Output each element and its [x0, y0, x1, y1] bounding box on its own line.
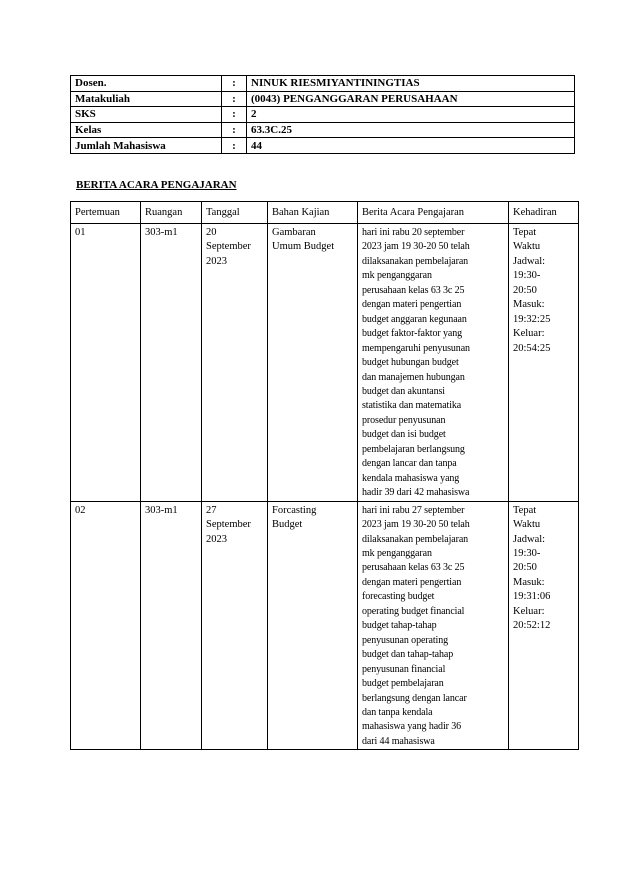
- kehadiran-line: 19:30-: [513, 547, 541, 559]
- berita-line: penyusunan operating: [362, 634, 449, 646]
- info-value: 2: [247, 107, 575, 123]
- kehadiran-line: Jadwal:: [513, 533, 546, 545]
- tanggal-line: September: [206, 519, 251, 531]
- cell-berita-acara: [358, 224, 509, 502]
- info-row-kelas: [71, 122, 575, 138]
- info-row-sks: [71, 107, 575, 123]
- info-row-matakuliah: [71, 91, 575, 107]
- berita-line: mempengaruhi penyusunan: [362, 342, 470, 354]
- table-row: [71, 224, 579, 502]
- berita-line: perusahaan kelas 63 3c 25: [362, 562, 465, 574]
- bahan-line: Umum Budget: [272, 241, 335, 253]
- cell-ruangan: 303-m1: [141, 224, 202, 502]
- kehadiran-line: Tepat: [513, 504, 537, 516]
- info-label: Kelas: [71, 122, 222, 138]
- berita-line: forecasting budget: [362, 591, 435, 603]
- berita-line: budget faktor-faktor yang: [362, 328, 463, 340]
- section-title: BERITA ACARA PENGAJARAN: [76, 179, 237, 191]
- kehadiran-line: Masuk:: [513, 299, 545, 311]
- info-row-jumlah-mahasiswa: [71, 138, 575, 154]
- bahan-line: Budget: [272, 519, 303, 531]
- kehadiran-line: Keluar:: [513, 328, 545, 340]
- info-label: Dosen.: [71, 76, 222, 92]
- cell-bahan-kajian: [268, 501, 358, 750]
- header-ruangan: Ruangan: [141, 202, 202, 224]
- cell-berita-acara: [358, 501, 509, 750]
- berita-line: kendala mahasiswa yang: [362, 472, 460, 484]
- info-separator: :: [222, 122, 247, 138]
- kehadiran-line: 20:52:12: [513, 620, 551, 632]
- info-label: SKS: [71, 107, 222, 123]
- berita-line: berlangsung dengan lancar: [362, 692, 467, 704]
- berita-line: hari ini rabu 27 september: [362, 504, 465, 516]
- berita-line: dan manajemen hubungan: [362, 371, 465, 383]
- course-info-table: [70, 75, 575, 154]
- table-row: [71, 501, 579, 750]
- berita-line: budget dan akuntansi: [362, 385, 445, 397]
- berita-line: budget dan isi budget: [362, 429, 446, 441]
- berita-line: mk penganggaran: [362, 270, 432, 282]
- berita-line: penyusunan financial: [362, 663, 446, 675]
- berita-line: mk penganggaran: [362, 547, 432, 559]
- cell-pertemuan: 02: [71, 501, 141, 750]
- tanggal-line: 2023: [206, 533, 227, 545]
- berita-line: dilaksanakan pembelajaran: [362, 255, 469, 267]
- kehadiran-line: 20:54:25: [513, 342, 551, 354]
- kehadiran-line: 20:50: [513, 284, 537, 296]
- info-value: (0043) PENGANGGARAN PERUSAHAAN: [247, 91, 575, 107]
- tanggal-line: 27: [206, 504, 217, 516]
- kehadiran-line: Waktu: [513, 519, 541, 531]
- berita-line: budget dan tahap-tahap: [362, 649, 454, 661]
- berita-line: dari 44 mahasiswa: [362, 735, 435, 747]
- info-value: 63.3C.25: [247, 122, 575, 138]
- bahan-line: Forcasting: [272, 504, 317, 516]
- info-separator: :: [222, 76, 247, 92]
- teaching-record-table: [70, 201, 579, 750]
- berita-line: dengan materi pengertian: [362, 299, 462, 311]
- berita-line: budget pembelajaran: [362, 678, 444, 690]
- berita-line: hari ini rabu 20 september: [362, 227, 465, 238]
- cell-kehadiran: [509, 501, 579, 750]
- kehadiran-line: 19:30-: [513, 270, 541, 282]
- header-berita-acara: Berita Acara Pengajaran: [358, 202, 509, 224]
- kehadiran-line: Waktu: [513, 241, 541, 253]
- berita-line: prosedur penyusunan: [362, 414, 446, 426]
- berita-line: hadir 39 dari 42 mahasiswa: [362, 487, 470, 499]
- berita-line: pembelajaran berlangsung: [362, 443, 465, 455]
- cell-pertemuan: 01: [71, 224, 141, 502]
- kehadiran-line: 20:50: [513, 562, 537, 574]
- berita-line: 2023 jam 19 30-20 50 telah: [362, 241, 470, 253]
- kehadiran-line: Keluar:: [513, 605, 545, 617]
- cell-kehadiran: [509, 224, 579, 502]
- kehadiran-line: Tepat: [513, 227, 537, 238]
- info-label: Jumlah Mahasiswa: [71, 138, 222, 154]
- info-label: Matakuliah: [71, 91, 222, 107]
- kehadiran-line: Masuk:: [513, 576, 545, 588]
- berita-line: 2023 jam 19 30-20 50 telah: [362, 519, 470, 531]
- header-pertemuan: Pertemuan: [71, 202, 141, 224]
- kehadiran-line: 19:31:06: [513, 591, 551, 603]
- berita-line: budget anggaran kegunaan: [362, 313, 467, 325]
- berita-line: mahasiswa yang hadir 36: [362, 721, 462, 733]
- berita-line: perusahaan kelas 63 3c 25: [362, 284, 465, 296]
- info-separator: :: [222, 91, 247, 107]
- kehadiran-line: 19:32:25: [513, 313, 551, 325]
- berita-line: operating budget financial: [362, 605, 465, 617]
- header-kehadiran: Kehadiran: [509, 202, 579, 224]
- berita-line: dengan materi pengertian: [362, 576, 462, 588]
- table-header-row: [71, 202, 579, 224]
- berita-line: budget hubungan budget: [362, 357, 459, 369]
- cell-ruangan: 303-m1: [141, 501, 202, 750]
- berita-line: dengan lancar dan tanpa: [362, 458, 457, 470]
- info-separator: :: [222, 138, 247, 154]
- info-value: 44: [247, 138, 575, 154]
- info-value: NINUK RIESMIYANTININGTIAS: [247, 76, 575, 92]
- cell-tanggal: [202, 224, 268, 502]
- header-bahan-kajian: Bahan Kajian: [268, 202, 358, 224]
- cell-bahan-kajian: [268, 224, 358, 502]
- info-separator: :: [222, 107, 247, 123]
- header-tanggal: Tanggal: [202, 202, 268, 224]
- kehadiran-line: Jadwal:: [513, 255, 546, 267]
- tanggal-line: 2023: [206, 255, 227, 267]
- bahan-line: Gambaran: [272, 227, 316, 238]
- cell-tanggal: [202, 501, 268, 750]
- info-row-dosen: [71, 76, 575, 92]
- tanggal-line: September: [206, 241, 251, 253]
- berita-line: budget tahap-tahap: [362, 620, 437, 632]
- berita-line: statistika dan matematika: [362, 400, 462, 412]
- berita-line: dan tanpa kendala: [362, 706, 433, 718]
- berita-line: dilaksanakan pembelajaran: [362, 533, 469, 545]
- tanggal-line: 20: [206, 227, 217, 238]
